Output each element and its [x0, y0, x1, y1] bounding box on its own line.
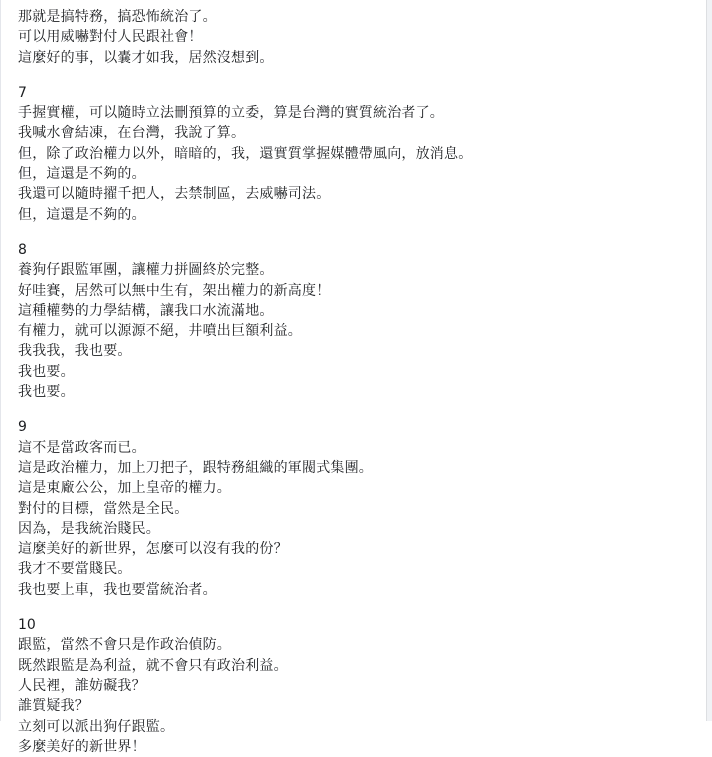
- text-line: 這麼好的事，以嚢才如我，居然沒想到。: [18, 49, 274, 66]
- text-line: 既然跟監是為利益，就不會只有政治利益。: [18, 657, 288, 674]
- text-line: 這是東廠公公，加上皇帝的權力。: [18, 480, 231, 497]
- post-body: [18, 7, 698, 757]
- text-line: 跟監，當然不會只是作政治偵防。: [18, 637, 231, 654]
- post-section: [18, 7, 698, 68]
- text-line: 那就是搞特務，搞恐怖統治了。: [18, 9, 217, 25]
- text-line: 但，這還是不夠的。: [18, 206, 146, 223]
- section-number: 9: [18, 419, 27, 436]
- text-line: 這是政治權力，加上刀把子，跟特務組織的軍閥式集團。: [18, 459, 373, 476]
- page-gutter: [707, 0, 712, 721]
- text-line: 立刻可以派出狗仔跟監。: [18, 718, 175, 735]
- text-line: 多麼美好的新世界！: [18, 738, 146, 755]
- text-line: 對付的目標，當然是全民。: [18, 500, 189, 517]
- text-line: 我還可以隨時擢千把人，去禁制區，去威嚇司法。: [18, 186, 331, 203]
- section-number: 10: [18, 617, 36, 634]
- section-number: 7: [18, 84, 27, 101]
- text-line: 養狗仔跟監軍團，讓權力拼圖終於完整。: [18, 262, 274, 279]
- text-line: 有權力，就可以源源不絕，井噴出巨額利益。: [18, 323, 302, 340]
- section-number: 8: [18, 241, 27, 258]
- post-section: [18, 417, 698, 600]
- post-section: [18, 240, 698, 402]
- text-line: 可以用威嚇對付人民跟社會！: [18, 29, 203, 46]
- text-line: 誰質疑我？: [18, 698, 89, 715]
- text-line: 我也要上車，我也要當統治者。: [18, 581, 217, 598]
- text-line: 人民裡，誰妨礙我？: [18, 677, 146, 694]
- text-line: 但，除了政治權力以外，暗暗的，我，還實質掌握媒體帶風向，放消息。: [18, 145, 473, 162]
- text-line: 手握實權，可以隨時立法刪預算的立委，算是台灣的實質統治者了。: [18, 105, 444, 122]
- text-line: 因為，是我統治賤民。: [18, 520, 160, 537]
- post-section: [18, 615, 698, 757]
- text-line: 我也要。: [18, 363, 75, 380]
- text-line: 我也要。: [18, 384, 75, 401]
- text-line: 這種權勢的力學結構，讓我口水流滿地。: [18, 302, 274, 319]
- text-line: 好哇賽，居然可以無中生有，架出權力的新高度！: [18, 282, 331, 299]
- text-line: 我我我，我也要。: [18, 343, 132, 360]
- text-line: 這麼美好的新世界，怎麼可以沒有我的份？: [18, 541, 288, 558]
- text-line: 但，這還是不夠的。: [18, 166, 146, 183]
- text-line: 我才不要當賤民。: [18, 561, 132, 578]
- text-line: 我喊水會結凍，在台灣，我說了算。: [18, 125, 246, 142]
- post-section: [18, 83, 698, 225]
- text-line: 這不是當政客而已。: [18, 439, 146, 456]
